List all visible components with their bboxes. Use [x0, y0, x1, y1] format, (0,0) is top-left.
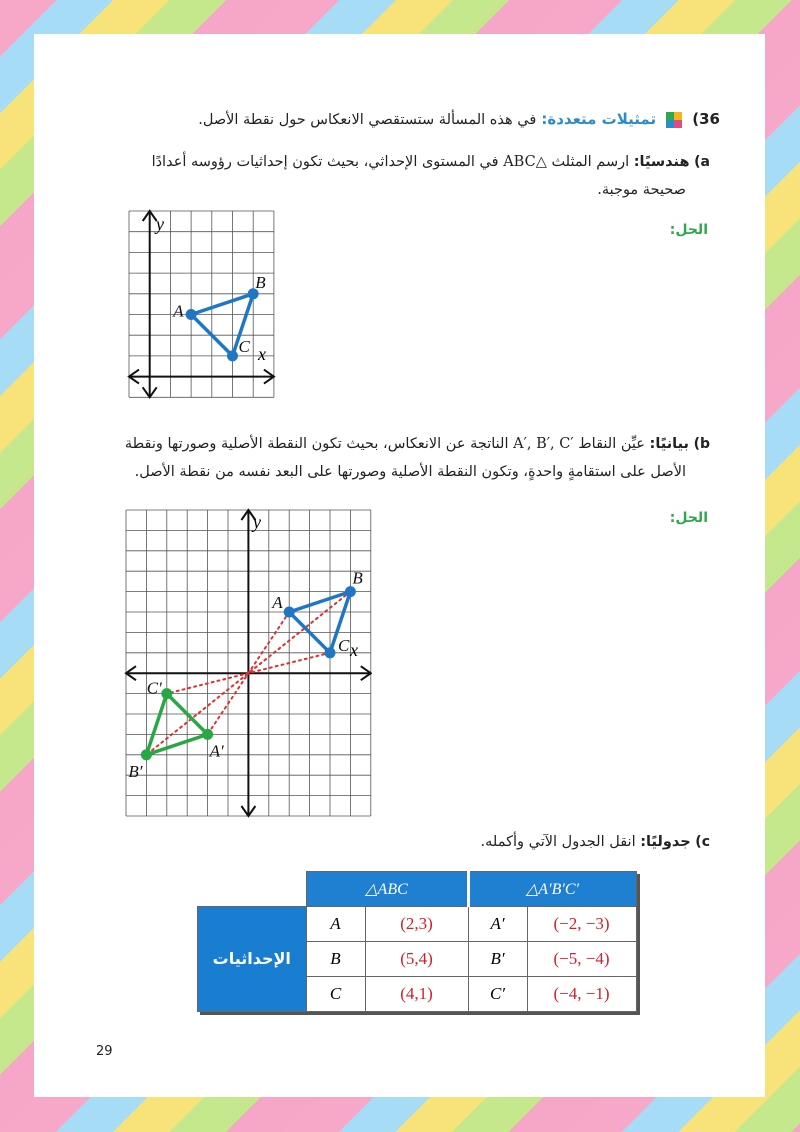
vertex-point — [141, 749, 152, 760]
table-cell-value: (−4, −1) — [527, 976, 636, 1011]
vertex-label: B — [255, 272, 266, 292]
vertex-point — [284, 607, 295, 618]
part-b-text — [110, 430, 710, 486]
vertex-point — [186, 309, 197, 320]
table-header-image: △A′B′C′ — [468, 872, 636, 907]
vertex-point — [227, 350, 238, 361]
table-cell-value: (−5, −4) — [527, 941, 636, 976]
graph-b — [124, 508, 372, 828]
vertex-point — [325, 647, 336, 658]
vertex-label: A — [173, 301, 184, 321]
vertex-point — [345, 586, 356, 597]
table-cell-value: (−2, −3) — [527, 906, 636, 941]
graph-b-axes — [126, 510, 371, 816]
table-cell-value: (4,1) — [365, 976, 468, 1011]
table-row — [198, 906, 637, 941]
graph-a-grid — [129, 211, 274, 397]
vertex-label: C′ — [146, 678, 162, 698]
graph-b-y-label: y — [253, 512, 261, 532]
part-b-line2: الأصل على استقامةٍ واحدةٍ، وتكون النقطة الأصلية وصورتها على البعد نفسه من نقطة الأصل. — [134, 464, 686, 480]
part-b-solution-label: الحل: — [669, 510, 708, 526]
table-header-abc: △ABC — [306, 872, 468, 907]
part-c-text — [300, 828, 710, 856]
multi-rep-icon — [665, 111, 683, 129]
table-cell-value: (2,3) — [365, 906, 468, 941]
part-a-line2: صحيحة موجبة. — [597, 182, 686, 198]
vertex-label: B — [352, 568, 363, 588]
vertex-label: A — [272, 593, 283, 612]
table-cell-point: A′ — [468, 906, 527, 941]
coordinates-table-wrap — [197, 871, 637, 1012]
table-cell-value: (5,4) — [365, 941, 468, 976]
graph-a-axes — [129, 211, 274, 397]
part-a-line1: ارسم المثلث △ABC في المستوى الإحداثي، بحيث تكون إحداثيات رؤوسه أعدادًا — [151, 154, 630, 170]
table-cell-point: C — [306, 976, 365, 1011]
question-number: 36) — [692, 110, 720, 128]
table-cell-point: A — [306, 906, 365, 941]
vertex-label: C — [238, 336, 250, 356]
part-c-instruction: انقل الجدول الآتي وأكمله. — [480, 834, 636, 850]
table-cell-point: C′ — [468, 976, 527, 1011]
graph-a-triangle — [172, 273, 266, 362]
part-a-label: هندسيًا: — [633, 154, 690, 170]
part-a-solution-label: الحل: — [669, 222, 708, 238]
question-intro: في هذه المسألة ستستقصي الانعكاس حول نقطة الأصل. — [198, 112, 537, 128]
vertex-label: B′ — [128, 761, 143, 781]
part-b-letter: b) — [693, 436, 710, 452]
graph-a-x-label: x — [258, 344, 266, 364]
vertex-point — [161, 688, 172, 699]
vertex-label: C — [338, 635, 350, 655]
page-number: 29 — [96, 1044, 113, 1059]
table-cell-point: B — [306, 941, 365, 976]
table-row-header: الإحداثيات — [198, 906, 307, 1011]
graph-a — [126, 208, 278, 402]
part-b-label: بيانيًا: — [649, 436, 689, 452]
part-b-line1: عيِّن النقاط ′A′, B′, C الناتجة عن الانعكاس، بحيث تكون النقطة الأصلية وصورتها ونقطة — [124, 436, 645, 452]
vertex-label: A′ — [209, 741, 224, 761]
coordinates-table — [197, 871, 637, 1012]
question-header — [180, 106, 720, 136]
triangle — [146, 694, 207, 755]
table-cell-point: B′ — [468, 941, 527, 976]
part-c-label: جدوليًا: — [640, 834, 691, 850]
vertex-point — [202, 729, 213, 740]
part-a-letter: a) — [694, 154, 710, 170]
graph-a-y-label: y — [156, 214, 164, 234]
part-a-text — [110, 148, 710, 204]
question-title: تمثيلات متعددة: — [541, 110, 657, 128]
part-c-letter: c) — [695, 834, 710, 850]
graph-b-x-label: x — [350, 640, 358, 660]
